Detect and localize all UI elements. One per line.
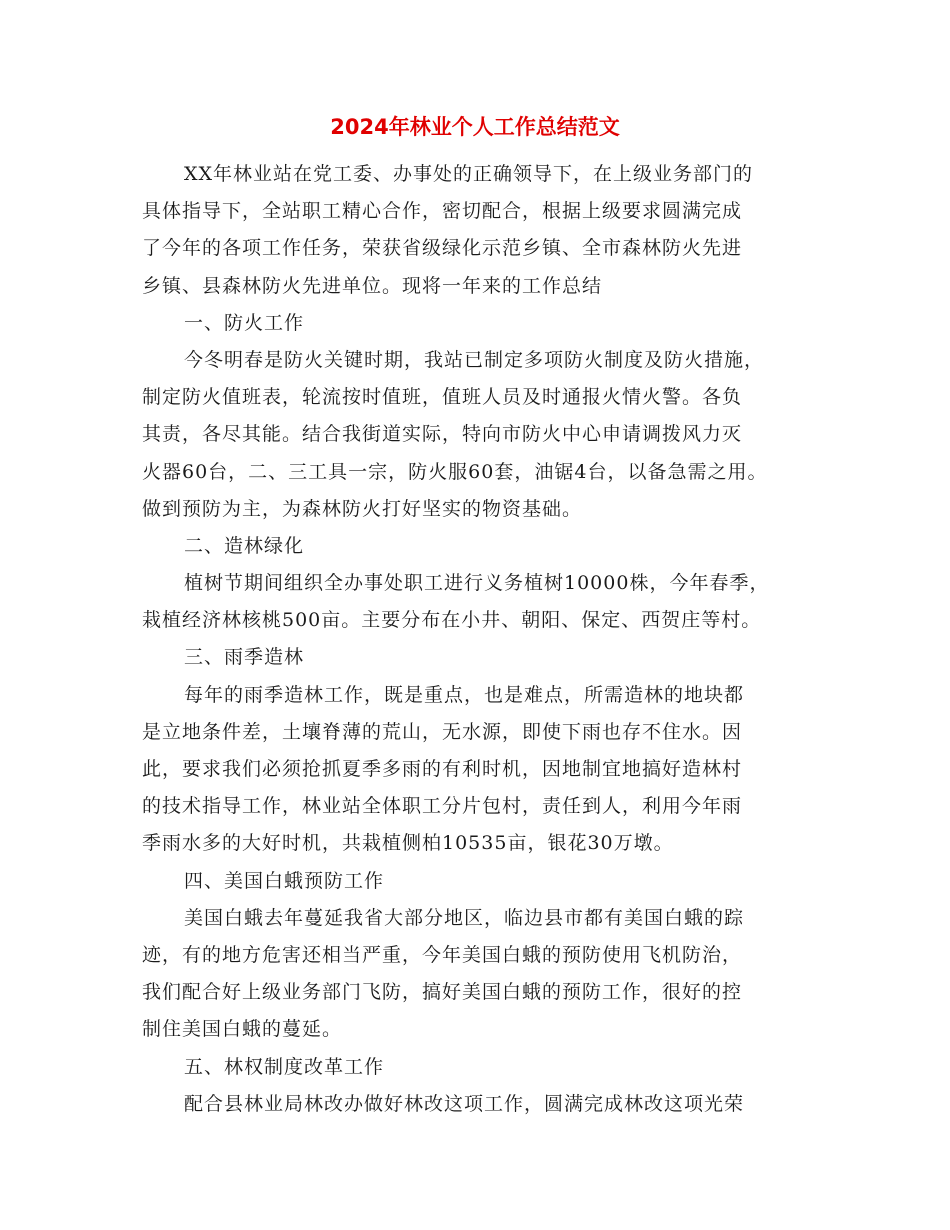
text-line: 植树节期间组织全办事处职工进行义务植树10000株，今年春季， [184,572,770,595]
text-line: 每年的雨季造林工作，既是重点，也是难点，所需造林的地块都 [184,683,745,706]
text-line: 其责，各尽其能。结合我街道实际，特向市防火中心申请调拨风力灭 [142,423,743,446]
text-line: 做到预防为主，为森林防火打好坚实的物资基础。 [142,497,583,520]
text-line: 今冬明春是防火关键时期，我站已制定多项防火制度及防火措施， [184,348,765,371]
text-line: 迹，有的地方危害还相当严重，今年美国白蛾的预防使用飞机防治， [142,943,743,966]
text-line: 的技术指导工作，林业站全体职工分片包村，责任到人，利用今年雨 [142,795,743,818]
text-line: 五、林权制度改革工作 [184,1055,385,1078]
text-line: XX年林业站在党工委、办事处的正确领导下，在上级业务部门的 [184,163,754,185]
document-title: 2024年林业个人工作总结范文 [330,115,620,139]
text-line: 具体指导下，全站职工精心合作，密切配合，根据上级要求圆满完成 [142,200,743,223]
text-line: 二、造林绿化 [184,534,305,557]
text-line: 火器60台，二、三工具一宗，防火服60套，油锯4台，以备急需之用。 [142,460,768,483]
text-line: 制定防火值班表，轮流按时值班，值班人员及时通报火情火警。各负 [142,386,743,409]
text-line: 此，要求我们必须抢抓夏季多雨的有利时机，因地制宜地搞好造林村 [142,758,743,780]
text-line: 了今年的各项工作任务，荣获省级绿化示范乡镇、全市森林防火先进 [142,237,743,260]
text-line: 我们配合好上级业务部门飞防，搞好美国白蛾的预防工作，很好的控 [142,981,743,1004]
text-line: 配合县林业局林改办做好林改这项工作，圆满完成林改这项光荣 [184,1092,745,1115]
text-line: 季雨水多的大好时机，共栽植侧柏10535亩，银花30万墩。 [142,832,674,855]
document-body [142,156,832,1123]
text-line: 美国白蛾去年蔓延我省大部分地区，临边县市都有美国白蛾的踪 [184,906,745,929]
text-line: 乡镇、县森林防火先进单位。现将一年来的工作总结 [142,274,603,297]
text-line: 制住美国白蛾的蔓延。 [142,1018,343,1041]
text-line: 一、防火工作 [184,311,305,334]
text-line: 是立地条件差，土壤脊薄的荒山，无水源，即使下雨也存不住水。因 [142,720,743,743]
text-line: 三、雨季造林 [184,646,305,669]
text-line: 四、美国白蛾预防工作 [184,869,385,892]
text-line: 栽植经济林核桃500亩。主要分布在小井、朝阳、保定、西贺庄等村。 [142,609,762,632]
